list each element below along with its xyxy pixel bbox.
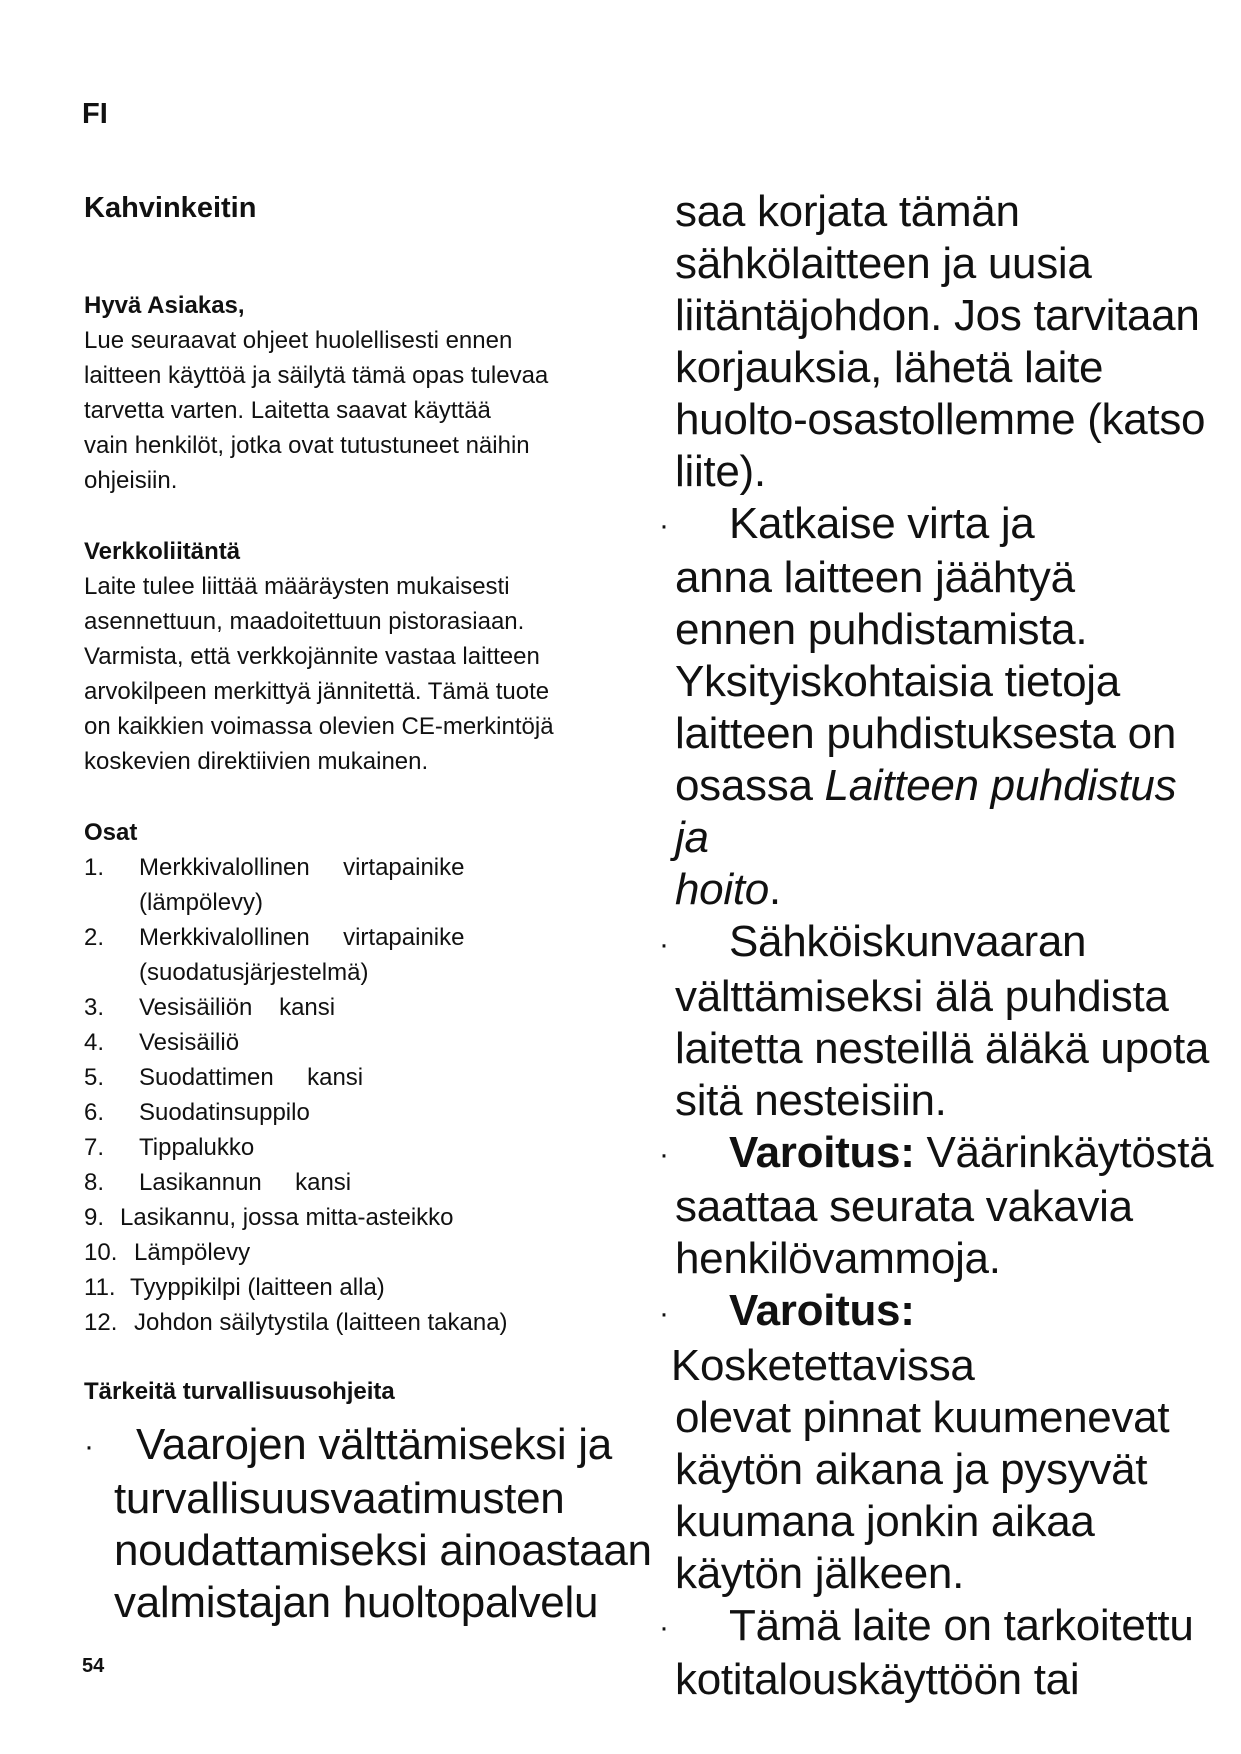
greeting-line: Lue seuraavat ohjeet huolellisesti ennen xyxy=(84,327,513,354)
bullet-line xyxy=(659,1600,1215,1654)
parts-list-item xyxy=(84,1165,644,1200)
safety-line: anna laitteen jäähtyä xyxy=(675,553,1075,603)
part-label: Johdon säilytystila (laitteen takana) xyxy=(134,1309,508,1336)
bullet-line xyxy=(659,916,1215,970)
parts-list-item xyxy=(84,1025,644,1060)
part-number: 9. xyxy=(84,1204,105,1231)
parts-list-item xyxy=(84,1130,644,1165)
safety-heading: Tärkeitä turvallisuusohjeita xyxy=(84,1378,395,1405)
bullet-dot: · xyxy=(659,509,669,543)
safety-item xyxy=(84,1419,674,1629)
parts-list-item xyxy=(84,1305,644,1340)
mains-line: arvokilpeen merkittyä jännitettä. Tämä tuote xyxy=(84,678,550,705)
bullet-line xyxy=(659,1285,1215,1391)
part-label: Merkkivalollinen virtapainike xyxy=(139,854,465,881)
part-label-cont: (lämpölevy) xyxy=(139,889,264,916)
safety-list-left xyxy=(84,1419,674,1629)
parts-list-item xyxy=(84,920,644,990)
safety-item-household xyxy=(659,1600,1215,1706)
bullet-dot: · xyxy=(659,1296,669,1330)
parts-list-item xyxy=(84,1095,644,1130)
part-number: 10. xyxy=(84,1239,118,1266)
part-number: 7. xyxy=(84,1134,105,1161)
bullet-dot: · xyxy=(659,927,669,961)
part-number: 8. xyxy=(84,1169,105,1196)
parts-list-item xyxy=(84,990,644,1025)
part-number: 6. xyxy=(84,1099,105,1126)
part-label: Lasikannu, jossa mitta-asteikko xyxy=(120,1204,454,1231)
greeting-heading: Hyvä Asiakas, xyxy=(84,292,245,319)
safety-line: valmistajan huoltopalvelu xyxy=(114,1578,599,1628)
safety-item-shock xyxy=(659,916,1215,1126)
part-number: 3. xyxy=(84,994,105,1021)
safety-line: saattaa seurata vakavia xyxy=(675,1182,1133,1232)
mains-line: Laite tulee liittää määräysten mukaisesti xyxy=(84,573,510,600)
bullet-dot: · xyxy=(659,1610,669,1644)
safety-line: sitä nesteisiin. xyxy=(675,1075,947,1125)
part-label: Tyyppikilpi (laitteen alla) xyxy=(130,1274,385,1301)
safety-line: Yksityiskohtaisia tietoja xyxy=(675,657,1120,707)
safety-line: käytön jälkeen. xyxy=(675,1548,965,1598)
page-number: 54 xyxy=(82,1655,105,1677)
warning-label: Varoitus: xyxy=(729,1286,915,1336)
part-label: Lämpölevy xyxy=(134,1239,251,1266)
safety-line: käytön aikana ja pysyvät xyxy=(675,1444,1148,1494)
part-label: Lasikannun kansi xyxy=(139,1169,352,1196)
safety-line: korjauksia, lähetä laite xyxy=(675,343,1104,392)
parts-list-item xyxy=(84,1235,644,1270)
parts-list-item xyxy=(84,1200,644,1235)
parts-list-item xyxy=(84,850,644,920)
mains-text xyxy=(84,569,644,779)
safety-line: välttämiseksi älä puhdista xyxy=(675,971,1169,1021)
safety-line: Kosketettavissa xyxy=(659,1340,975,1390)
parts-list xyxy=(84,850,644,1340)
bullet-line xyxy=(659,498,1215,552)
right-column xyxy=(659,186,1215,1706)
part-number: 1. xyxy=(84,854,105,881)
mains-line: on kaikkien voimassa olevien CE-merkintöjä xyxy=(84,713,554,740)
safety-line: kuumana jonkin aikaa xyxy=(675,1496,1095,1546)
safety-line xyxy=(675,760,1215,864)
greeting-line: ohjeisiin. xyxy=(84,467,178,494)
mains-heading: Verkkoliitäntä xyxy=(84,538,241,565)
language-code: FI xyxy=(82,98,108,130)
safety-line: laitteen puhdistuksesta on xyxy=(675,709,1176,759)
safety-line xyxy=(675,864,1215,916)
part-label: Suodattimen kansi xyxy=(139,1064,364,1091)
safety-line: Väärinkäytöstä xyxy=(914,1127,1214,1177)
bullet-line xyxy=(659,1127,1215,1181)
part-number: 2. xyxy=(84,924,105,951)
safety-line: saa korjata tämän xyxy=(675,187,1020,236)
greeting-line: laitteen käyttöä ja säilytä tämä opas tulevaa xyxy=(84,362,549,389)
safety-line: liitäntäjohdon. Jos tarvitaan xyxy=(675,291,1200,340)
part-number: 5. xyxy=(84,1064,105,1091)
safety-item-warning-hot xyxy=(659,1285,1215,1599)
safety-line: kotitalouskäyttöön tai xyxy=(675,1654,1080,1704)
safety-text: . xyxy=(768,865,781,915)
part-label: Merkkivalollinen virtapainike xyxy=(139,924,465,951)
safety-item-cleaning xyxy=(659,498,1215,916)
safety-line: olevat pinnat kuumenevat xyxy=(675,1392,1170,1442)
greeting-line: vain henkilöt, jotka ovat tutustuneet näihin xyxy=(84,432,530,459)
part-label: Vesisäiliö xyxy=(139,1029,240,1056)
bullet-dot: · xyxy=(84,1430,94,1464)
section-reference: hoito xyxy=(675,865,769,915)
mains-line: Varmista, että verkkojännite vastaa laitteen xyxy=(84,643,540,670)
safety-line: liite). xyxy=(675,447,766,496)
greeting-text xyxy=(84,323,644,498)
document-title: Kahvinkeitin xyxy=(84,192,257,224)
left-column xyxy=(84,190,652,1629)
safety-list-right xyxy=(659,186,1215,1706)
warning-label: Varoitus: xyxy=(729,1127,915,1177)
part-label: Tippalukko xyxy=(139,1134,255,1161)
mains-line: asennettuun, maadoitettuun pistorasiaan. xyxy=(84,608,525,635)
parts-heading: Osat xyxy=(84,819,138,846)
part-label: Suodatinsuppilo xyxy=(139,1099,310,1126)
part-number: 12. xyxy=(84,1309,118,1336)
safety-line: Vaarojen välttämiseksi ja xyxy=(136,1420,612,1469)
mains-line: koskevien direktiivien mukainen. xyxy=(84,748,429,775)
parts-list-item xyxy=(84,1270,644,1305)
section-reference: Laitteen puhdistus ja xyxy=(675,761,1177,863)
safety-item-continuation xyxy=(675,186,1215,498)
safety-line: laitetta nesteillä äläkä upota xyxy=(675,1023,1210,1073)
safety-line: huolto-osastollemme (katso xyxy=(675,395,1206,444)
safety-item-warning-misuse xyxy=(659,1127,1215,1285)
safety-line: noudattamiseksi ainoastaan xyxy=(114,1526,652,1576)
safety-line: henkilövammoja. xyxy=(675,1234,1001,1284)
part-label: Vesisäiliön kansi xyxy=(139,994,336,1021)
part-number: 11. xyxy=(84,1274,116,1301)
safety-line: Katkaise virta ja xyxy=(729,499,1035,548)
parts-list-item xyxy=(84,1060,644,1095)
safety-line: turvallisuusvaatimusten xyxy=(114,1474,565,1524)
safety-line: ennen puhdistamista. xyxy=(675,605,1088,655)
safety-text: osassa xyxy=(675,761,825,811)
greeting-line: tarvetta varten. Laitetta saavat käyttää xyxy=(84,397,491,424)
part-label-cont: (suodatusjärjestelmä) xyxy=(139,959,369,986)
safety-line: sähkölaitteen ja uusia xyxy=(675,239,1092,288)
safety-line: Sähköiskunvaaran xyxy=(729,917,1087,967)
part-number: 4. xyxy=(84,1029,105,1056)
bullet-dot: · xyxy=(659,1138,669,1172)
safety-line: Tämä laite on tarkoitettu xyxy=(729,1600,1194,1650)
